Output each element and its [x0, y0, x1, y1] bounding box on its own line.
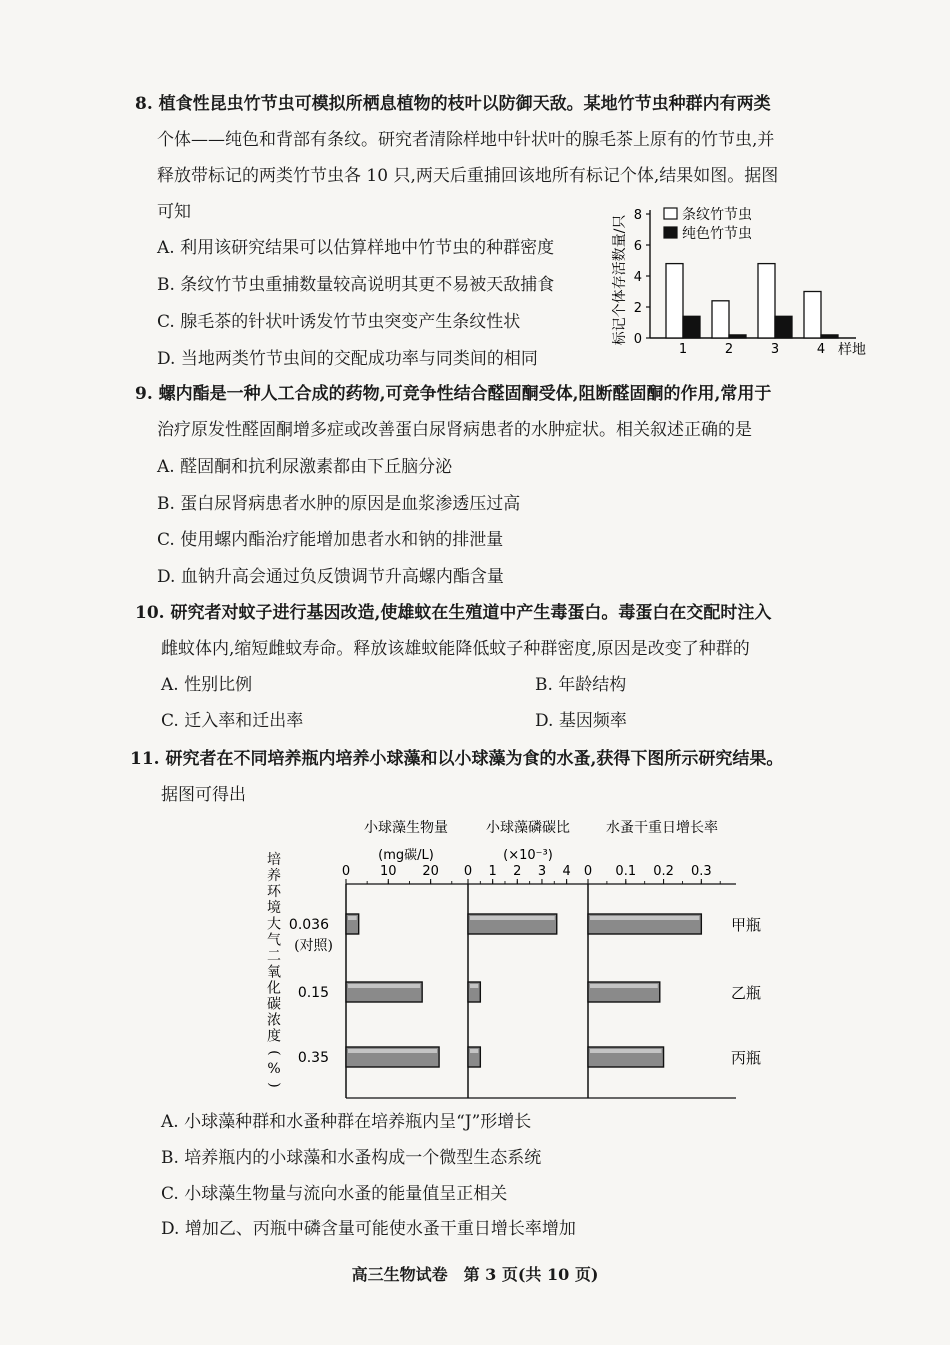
- chart1-y-tick-label: 6: [633, 239, 642, 254]
- chart2-bar-highlight: [470, 1049, 478, 1053]
- chart2-panel-unit: (×10⁻³): [503, 848, 553, 863]
- chart1-bar-plain-site-3: [775, 316, 792, 338]
- chart2-y-label-char: 化: [267, 980, 281, 997]
- chart2-x-tick-label: 20: [422, 864, 439, 879]
- chart2-y-label-char: 境: [267, 900, 281, 917]
- chart2-bar-highlight: [470, 916, 555, 920]
- chart1-legend-label: 条纹竹节虫: [682, 207, 752, 223]
- chart1-legend-swatch: [664, 227, 677, 238]
- q9-option-d: D. 血钠升高会通过负反馈调节升高螺内酯含量: [157, 567, 504, 587]
- chart1-bar-plain-site-1: [683, 316, 700, 338]
- chart2-bar-highlight: [590, 1049, 662, 1053]
- q9-option-a: A. 醛固酮和抗利尿激素都由下丘脑分泌: [157, 457, 453, 477]
- chart2-y-label-char: 度: [267, 1028, 281, 1045]
- chart2-bottle-label: 甲瓶: [731, 916, 762, 934]
- chart1-bar-striped-site-2: [712, 301, 729, 338]
- chart2-bar-highlight: [470, 984, 478, 988]
- chart2-y-label-char: 大: [267, 916, 281, 933]
- chart2-y-label-char: 培: [267, 852, 281, 868]
- q11-option-b: B. 培养瓶内的小球藻和水蚤构成一个微型生态系统: [161, 1148, 542, 1168]
- chart2-x-tick-label: 10: [380, 864, 397, 879]
- chart2-x-tick-label: 0: [463, 864, 473, 879]
- q9-line-2: 治疗原发性醛固酮增多症或改善蛋白尿肾病患者的水肿症状。相关叙述正确的是: [157, 420, 752, 440]
- chart2-y-label-char: (: [266, 1050, 282, 1056]
- q11-option-a: A. 小球藻种群和水蚤种群在培养瓶内呈“J”形增长: [161, 1112, 532, 1132]
- q10-option-a: A. 性别比例: [161, 675, 253, 695]
- chart2-y-label-char: 氧: [267, 964, 281, 981]
- chart1-legend-label: 纯色竹节虫: [682, 226, 752, 242]
- chart1-x-tick-label: 3: [770, 342, 780, 357]
- chart2-x-tick-label: 4: [562, 864, 571, 879]
- chart1-bar-striped-site-4: [804, 292, 821, 339]
- chart2-bar-highlight: [590, 984, 658, 988]
- chart1-legend-swatch: [664, 208, 677, 219]
- chart2-y-label-char: 二: [267, 948, 281, 965]
- chart1-y-tick-label: 2: [633, 301, 642, 316]
- chart2-bar-highlight: [348, 916, 357, 920]
- chart2-category-note: (对照): [294, 938, 333, 954]
- chart2-y-axis-label: [266, 852, 282, 1088]
- chart1-x-tick-label: 4: [816, 342, 826, 357]
- stick-insect-bar-chart: [606, 198, 876, 363]
- chart1-y-tick-label: 0: [633, 332, 642, 347]
- chart1-bar-striped-site-3: [758, 264, 775, 338]
- chart2-y-label-char: 浓: [267, 1012, 281, 1029]
- q10-option-d: D. 基因频率: [535, 711, 627, 731]
- chart2-bottle-label: 丙瓶: [731, 1049, 762, 1067]
- q8-option-d: D. 当地两类竹节虫间的交配成功率与同类间的相同: [157, 349, 538, 369]
- chart2-category-label: 0.15: [297, 985, 329, 1001]
- chart2-y-label-char: ): [266, 1082, 282, 1088]
- q9-option-b: B. 蛋白尿肾病患者水肿的原因是血浆渗透压过高: [157, 494, 521, 514]
- chart2-panel-unit: (mg碳/L): [378, 848, 434, 863]
- chart2-x-tick-label: 0.2: [653, 864, 674, 879]
- chart1-x-tick-label: 2: [724, 342, 734, 357]
- chart2-bar-highlight: [348, 1049, 437, 1053]
- q9-line-1: 9. 螺内酯是一种人工合成的药物,可竞争性结合醛固酮受体,阻断醛固酮的作用,常用于: [135, 384, 772, 404]
- chart2-category-label: 0.036: [288, 917, 329, 933]
- chart1-y-axis-label: 标记个体存活数量/只: [612, 214, 628, 346]
- chart2-y-label-char: 气: [267, 932, 281, 949]
- q8-line-3: 释放带标记的两类竹节虫各 10 只,两天后重捕回该地所有标记个体,结果如图。据图: [157, 166, 779, 186]
- q11-line-2: 据图可得出: [161, 785, 246, 805]
- chart2-y-label-char: 环: [267, 884, 281, 901]
- q9-option-c: C. 使用螺内酯治疗能增加患者水和钠的排泄量: [157, 530, 504, 550]
- chart1-bar-plain-site-4: [821, 335, 838, 338]
- q8-option-a: A. 利用该研究结果可以估算样地中竹节虫的种群密度: [157, 238, 555, 258]
- chart2-x-tick-label: 0: [583, 864, 593, 879]
- q8-line-2: 个体——纯色和背部有条纹。研究者清除样地中针状叶的腺毛茶上原有的竹节虫,并: [157, 130, 775, 150]
- chart2-x-tick-label: 0: [341, 864, 351, 879]
- chart1-bar-plain-site-2: [729, 335, 746, 338]
- q10-option-c: C. 迁入率和迁出率: [161, 711, 304, 731]
- q8-line-1: 8. 植食性昆虫竹节虫可模拟所栖息植物的枝叶以防御天敌。某地竹节虫种群内有两类: [135, 94, 771, 114]
- chart2-y-label-char: 养: [267, 868, 281, 885]
- chart2-panel-title: 小球藻生物量: [364, 820, 448, 836]
- chart2-category-label: 0.35: [297, 1050, 329, 1066]
- q11-option-c: C. 小球藻生物量与流向水蚤的能量值呈正相关: [161, 1184, 508, 1204]
- chart2-bar-highlight: [348, 984, 420, 988]
- q10-line-2: 雌蚊体内,缩短雌蚊寿命。释放该雄蚊能降低蚊子种群密度,原因是改变了种群的: [161, 639, 750, 659]
- q11-line-1: 11. 研究者在不同培养瓶内培养小球藻和以小球藻为食的水蚤,获得下图所示研究结果。: [130, 749, 784, 769]
- page-footer: 高三生物试卷 第 3 页(共 10 页): [351, 1265, 599, 1284]
- q10-line-1: 10. 研究者对蚊子进行基因改造,使雄蚊在生殖道中产生毒蛋白。毒蛋白在交配时注入: [135, 603, 772, 623]
- chart2-panel-title: 水蚤干重日增长率: [606, 820, 718, 836]
- chart1-y-tick-label: 4: [633, 270, 642, 285]
- q11-option-d: D. 增加乙、丙瓶中磷含量可能使水蚤干重日增长率增加: [161, 1219, 576, 1239]
- chart1-x-axis-label: 样地: [838, 342, 866, 358]
- chart2-x-tick-label: 0.3: [690, 864, 712, 879]
- chart2-y-label-char: 碳: [267, 996, 281, 1013]
- q8-option-c: C. 腺毛茶的针状叶诱发竹节虫突变产生条纹性状: [157, 312, 521, 332]
- chart2-y-label-char: %: [267, 1060, 281, 1077]
- chart2-x-tick-label: 3: [537, 864, 547, 879]
- q8-option-b: B. 条纹竹节虫重捕数量较高说明其更不易被天敌捕食: [157, 275, 555, 295]
- chart1-y-tick-label: 8: [633, 208, 642, 223]
- chart2-x-tick-label: 1: [488, 864, 497, 879]
- chart2-x-tick-label: 0.1: [615, 864, 637, 879]
- chart1-bar-striped-site-1: [666, 264, 683, 338]
- chart2-bottle-label: 乙瓶: [731, 984, 762, 1002]
- algae-waterflea-chart: [255, 812, 785, 1104]
- chart2-bar-highlight: [590, 916, 699, 920]
- chart2-panel-title: 小球藻磷碳比: [486, 820, 570, 836]
- q8-line-4: 可知: [157, 202, 191, 222]
- q10-option-b: B. 年龄结构: [535, 675, 627, 695]
- chart2-x-tick-label: 2: [513, 864, 522, 879]
- chart1-x-tick-label: 1: [678, 342, 688, 357]
